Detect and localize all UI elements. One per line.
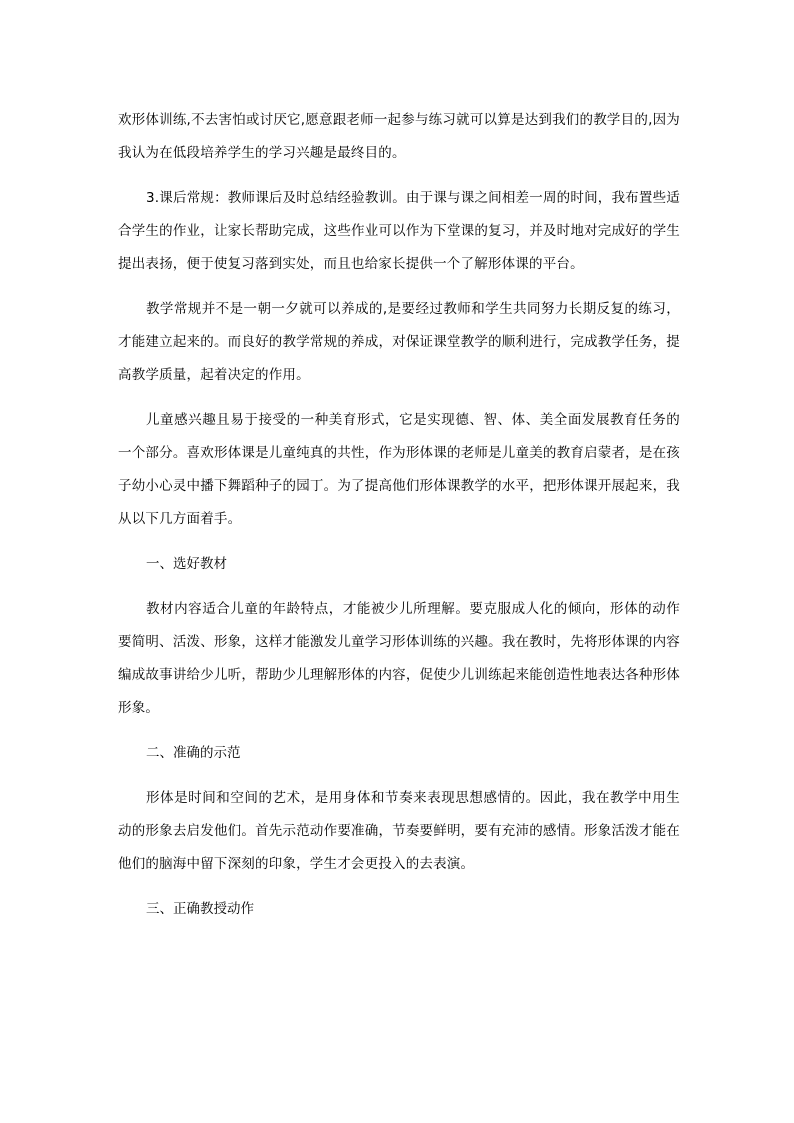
- paragraph-intro: 儿童感兴趣且易于接受的一种美育形式，它是实现德、智、体、美全面发展教育任务的一个部分。喜欢形体课是儿童纯真的共性，作为形体课的老师是儿童美的教育启蒙者，是在孩子幼小心灵中播下舞蹈种子的园丁。为了提高他们形体课教学的水平，把形体课开展起来，我从以下几方面着手。: [118, 412, 680, 527]
- paragraph-demonstration: 形体是时间和空间的艺术，是用身体和节奏来表现思想感情的。因此，我在教学中用生动的形象去启发他们。首先示范动作要准确，节奏要鲜明，要有充沛的感情。形象活泼才能在他们的脑海中留下深刻的印象，学生才会更投入的去表演。: [118, 790, 680, 872]
- section-heading-3: 三、正确教授动作: [146, 901, 254, 917]
- paragraph-after-class-routine: 3.课后常规：教师课后及时总结经验教训。由于课与课之间相差一周的时间，我布置些适合学生的作业，让家长帮助完成，这些作业可以作为下堂课的复习，并及时地对完成好的学生提出表扬，便于使复习落到实处，而且也给家长提供一个了解形体课的平台。: [118, 190, 680, 272]
- paragraph-materials: 教材内容适合儿童的年龄特点，才能被少儿所理解。要克服成人化的倾向，形体的动作要简明、活泼、形象，这样才能激发儿童学习形体训练的兴趣。我在教时，先将形体课的内容编成故事讲给少儿听，帮助少儿理解形体的内容，促使少儿训练起来能创造性地表达各种形体形象。: [118, 601, 680, 716]
- paragraph-teaching-routine: 教学常规并不是一朝一夕就可以养成的,是要经过教师和学生共同努力长期反复的练习，才能建立起来的。而良好的教学常规的养成，对保证课堂教学的顺利进行，完成教学任务，提高教学质量，起着决定的作用。: [118, 301, 680, 383]
- section-heading-1: 一、选好教材: [146, 556, 227, 572]
- document-body: [118, 104, 680, 926]
- paragraph-continuation: 欢形体训练,不去害怕或讨厌它,愿意跟老师一起参与练习就可以算是达到我们的教学目的,因为我认为在低段培养学生的学习兴趣是最终目的。: [118, 112, 680, 161]
- section-heading-2: 二、准确的示范: [146, 745, 241, 761]
